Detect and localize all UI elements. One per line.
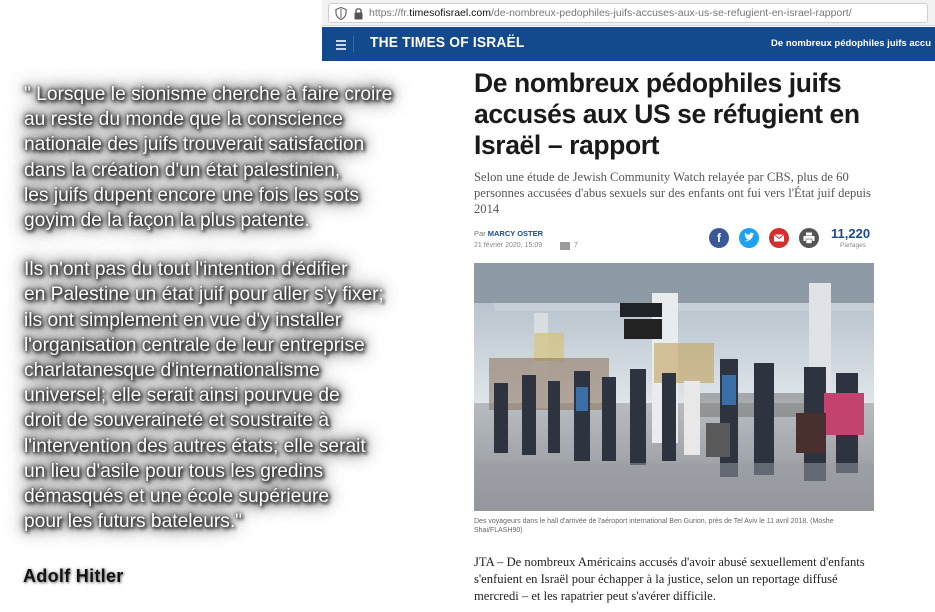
- comment-count[interactable]: 7: [574, 242, 578, 249]
- print-icon[interactable]: [799, 228, 819, 248]
- site-logo[interactable]: THE TIMES OF ISRAËL: [370, 34, 525, 51]
- lock-icon: [353, 7, 364, 20]
- site-header: [322, 27, 935, 61]
- article-subheadline: Selon une étude de Jewish Community Watch relayée par CBS, plus de 60 personnes accusées d'abus sexuels sur des enfants ont fui vers l'État juif depuis 2014: [474, 170, 871, 216]
- share-count: 11,220: [831, 226, 871, 241]
- article-body: JTA – De nombreux Américains accusés d'avoir abusé sexuellement d'enfants s'enfuient en Israël pour échapper à la justice, selon un reportage diffusé mercredi – et les rapatrier peut s'avérer difficile.: [474, 555, 865, 603]
- comment-icon[interactable]: [560, 242, 570, 250]
- share-label: Partages: [840, 242, 867, 249]
- browser-address-bar: [322, 0, 935, 26]
- twitter-icon[interactable]: [739, 228, 759, 248]
- shield-icon: [335, 7, 347, 20]
- article-photo: [474, 263, 874, 511]
- quote-attribution: Adolf Hitler: [23, 566, 124, 586]
- quote-paragraph-1: " Lorsque le sionisme cherche à faire croire au reste du monde que la conscience nationale des juifs trouverait satisfaction dans la création d'un état palestinien, les juifs dupent encore une fois les sots goyim de la façon la plus patente.: [24, 84, 393, 232]
- author-link[interactable]: MARCY OSTER: [487, 229, 544, 238]
- byline: Par MARCY OSTER: [474, 229, 544, 238]
- quote-paragraph-2: Ils n'ont pas du tout l'intention d'édifier en Palestine un état juif pour aller s'y fixer; ils ont simplement en vue d'y installer l'organisation centrale de leur entreprise charlatanesque d'internationalisme universel; elle serait ainsi pourvue de droit de souveraineté et soustraite à l'intervention des autres états; elle serait un lieu d'asile pour tous les gredins démasqués et une école supérieure pour les futurs bateleurs.": [24, 259, 384, 533]
- article-headline: De nombreux pédophiles juifs accusés aux US se réfugient en Israël – rapport: [474, 68, 860, 160]
- airport-hall-image: [474, 263, 874, 511]
- facebook-icon[interactable]: f: [709, 228, 729, 248]
- publish-date: 21 février 2020, 15:09: [474, 242, 543, 249]
- quote-overlay: [24, 82, 464, 534]
- url-text: https://fr.timesofisrael.com/de-nombreux-pedophiles-juifs-accuses-aux-us-se-refugient-en-israel-rapport/: [369, 7, 852, 19]
- article-meta: [474, 226, 879, 252]
- hamburger-menu-icon[interactable]: [330, 36, 354, 52]
- photo-caption: Des voyageurs dans le hall d'arrivée de l'aéroport international Ben Gurion, près de Tel Aviv le 11 avril 2018. (Moshe Shai/FLASH90): [474, 518, 834, 534]
- header-article-title: De nombreux pédophiles juifs accu: [771, 38, 931, 49]
- url-field[interactable]: [328, 3, 928, 23]
- email-icon[interactable]: [769, 228, 789, 248]
